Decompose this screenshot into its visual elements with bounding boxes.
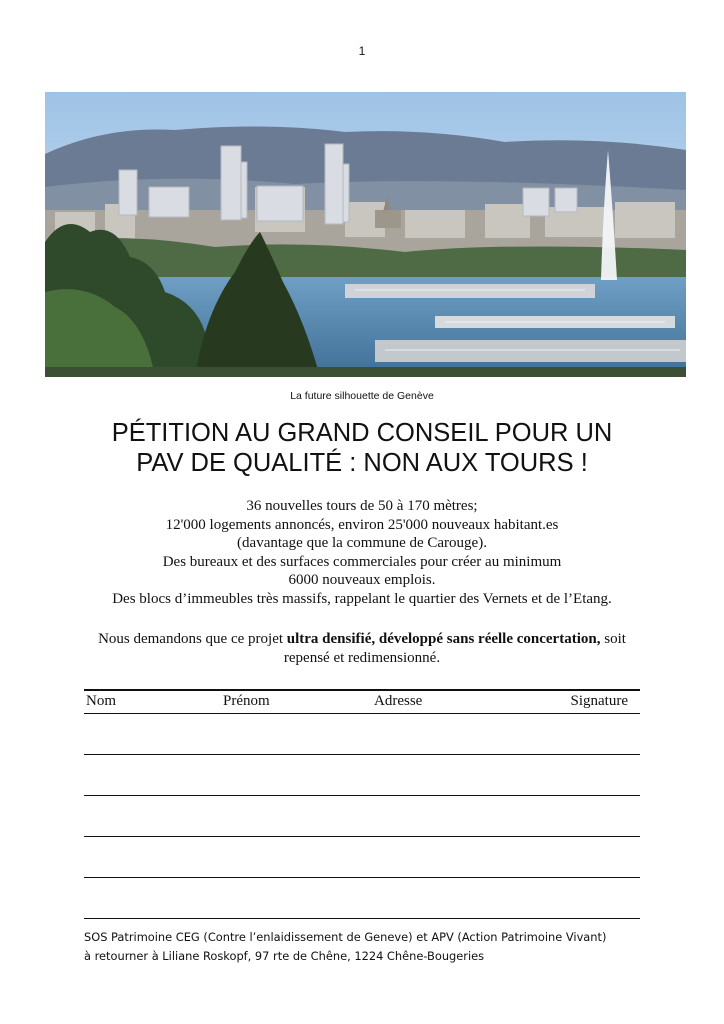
petition-title — [40, 418, 684, 478]
fact-line: Des blocs d’immeubles très massifs, rappelant le quartier des Vernets et de l’Etang. — [112, 590, 612, 607]
signature-table — [84, 689, 640, 919]
fact-line: 12'000 logements annoncés, environ 25'000 nouveaux habitant.es — [165, 516, 559, 533]
demand-statement — [90, 630, 634, 668]
column-adresse: Adresse — [374, 693, 423, 709]
column-nom: Nom — [86, 693, 116, 709]
geneva-skyline-photo — [45, 92, 686, 377]
footer-organisations: SOS Patrimoine CEG (Contre l’enlaidissement de Geneve) et APV (Action Patrimoine Vivant) — [84, 930, 607, 944]
signature-row[interactable] — [84, 878, 640, 919]
page-number: 1 — [358, 44, 366, 58]
signature-row[interactable] — [84, 755, 640, 796]
column-signature: Signature — [570, 693, 628, 709]
signature-row[interactable] — [84, 837, 640, 878]
title-line-2: PAV DE QUALITÉ : NON AUX TOURS ! — [136, 449, 588, 477]
signature-row[interactable] — [84, 796, 640, 837]
photo-caption: La future silhouette de Genève — [290, 390, 434, 402]
fact-line: (davantage que la commune de Carouge). — [237, 535, 487, 551]
facts-paragraph — [40, 497, 684, 608]
signature-table-header — [84, 689, 640, 714]
column-prenom: Prénom — [223, 693, 270, 709]
demand-prefix: Nous demandons que ce projet — [98, 631, 287, 647]
title-line-1: PÉTITION AU GRAND CONSEIL POUR UN — [111, 419, 613, 447]
fact-line: Des bureaux et des surfaces commerciales pour créer au minimum — [162, 553, 562, 570]
footer-return-address: à retourner à Liliane Roskopf, 97 rte de Chêne, 1224 Chêne-Bougeries — [84, 949, 485, 963]
fact-line: 6000 nouveaux emplois. — [288, 572, 436, 588]
signature-row[interactable] — [84, 714, 640, 755]
fact-line: 36 nouvelles tours de 50 à 170 mètres; — [246, 498, 478, 514]
footer-contact — [84, 928, 684, 966]
demand-emphasis: ultra densifié, développé sans réelle concertation, — [286, 631, 601, 647]
demand-suffix: soit repensé et redimensionné. — [283, 631, 626, 666]
